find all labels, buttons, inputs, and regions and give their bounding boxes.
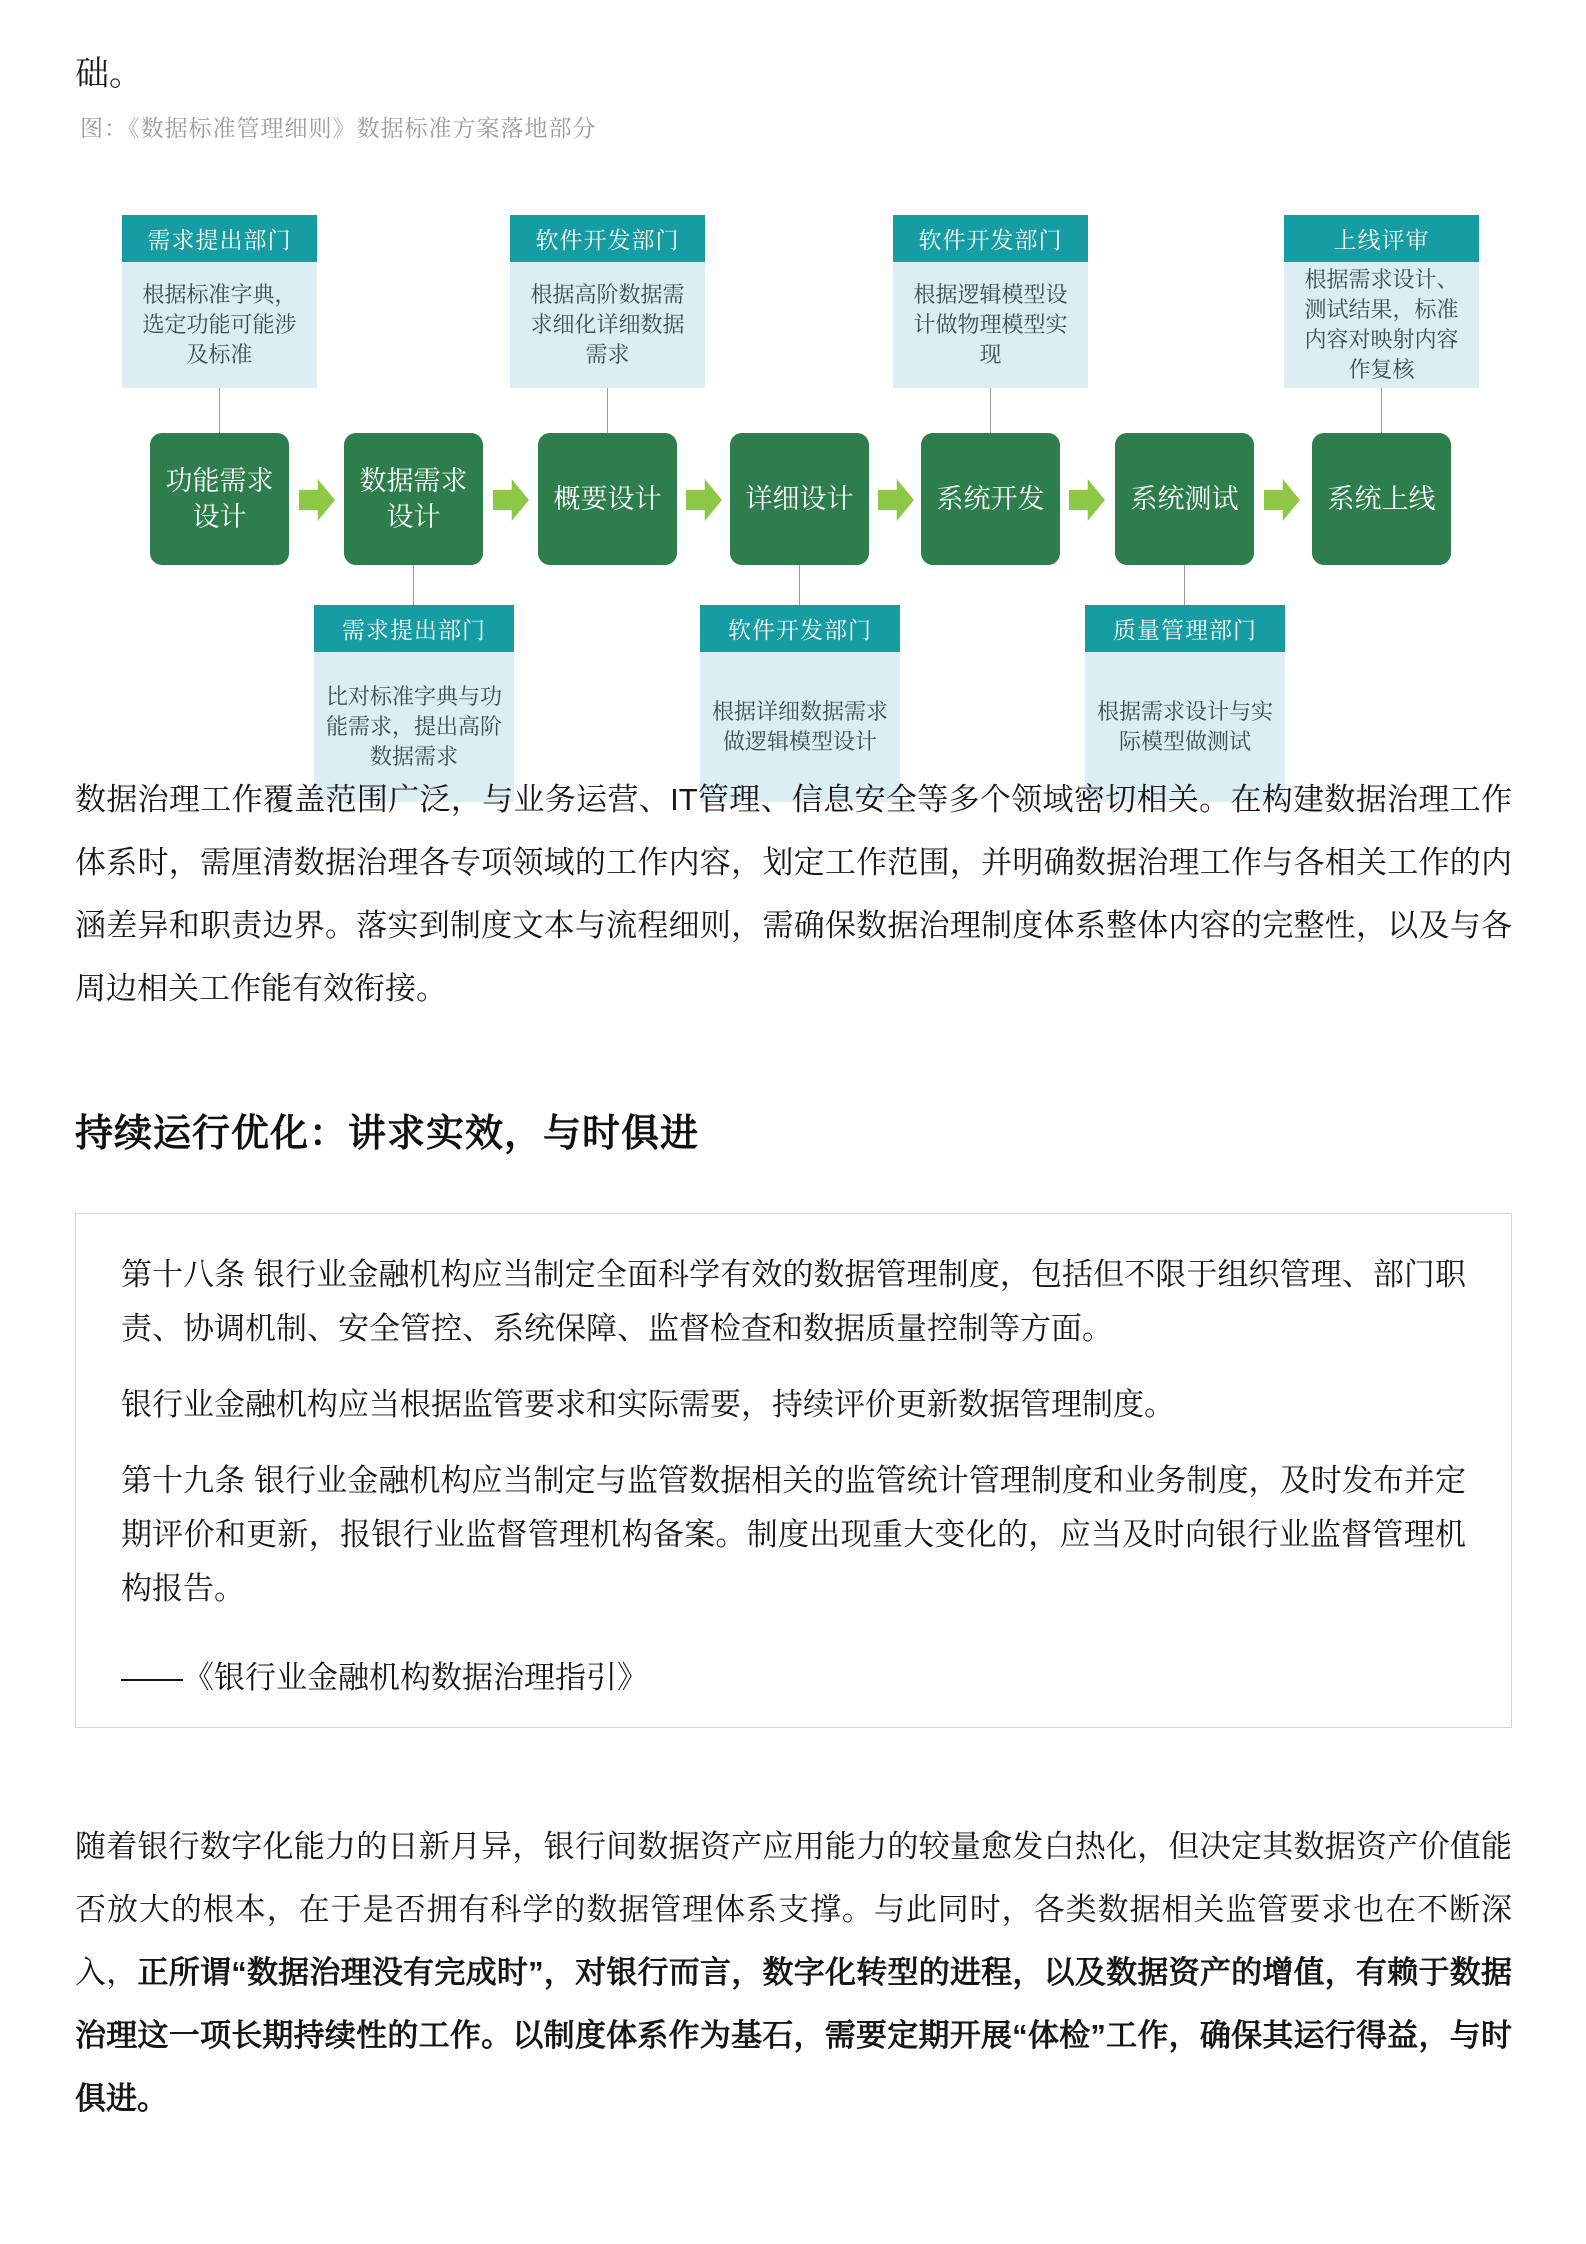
connector-line [219,388,220,433]
annotation-box [893,215,1088,388]
connector-line [799,565,800,605]
arrow-right-icon [1264,479,1300,521]
process-step: 概要设计 [538,433,677,565]
connector-line [1184,565,1185,605]
quote-paragraph: 第十八条 银行业金融机构应当制定全面科学有效的数据管理制度，包括但不限于组织管理、部门职责、协调机制、安全管控、系统保障、监督检查和数据质量控制等方面。 [121,1257,1466,1346]
process-step: 数据需求设计 [344,433,483,565]
quote-paragraph: 银行业金融机构应当根据监管要求和实际需要，持续评价更新数据管理制度。 [121,1387,1175,1422]
annotation-dept-header: 软件开发部门 [510,215,705,262]
body-paragraph: 数据治理工作覆盖范围广泛，与业务运营、IT管理、信息安全等多个领域密切相关。在构建数据治理工作体系时，需厘清数据治理各专项领域的工作内容，划定工作范围，并明确数据治理工作与各相关工作的内涵差异和职责边界。落实到制度文本与流程细则，需确保数据治理制度体系整体内容的完整性，以及与各周边相关工作能有效衔接。 [75,782,1512,1006]
paragraph-normal-text: 随着银行数字化能力的日新月异，银行间数据资产应用能力的较量愈发白热化，但决定其数据资产价值能否放大的根本，在于是否拥有科学的数据管理体系支撑。与此同时，各类数据相关监管要求也在不断深入， [75,1829,1512,1990]
figure-caption: 图：《数据标准管理细则》数据标准方案落地部分 [80,115,597,141]
annotation-dept-header: 软件开发部门 [700,605,900,652]
body-paragraph [75,1815,1512,2130]
arrow-right-icon [686,479,722,521]
annotation-dept-header: 上线评审 [1284,215,1479,262]
quote-attribution: ——《银行业金融机构数据治理指引》 [121,1660,648,1695]
arrow-right-icon [1069,479,1105,521]
connector-line [607,388,608,433]
quote-paragraph: 第十九条 银行业金融机构应当制定与监管数据相关的监管统计管理制度和业务制度，及时发布并定期评价和更新，报银行业监督管理机构备案。制度出现重大变化的，应当及时向银行业监督管理机构报告。 [121,1463,1466,1606]
annotation-desc: 根据需求设计、测试结果，标准内容对映射内容作复核 [1284,262,1479,388]
process-step: 系统上线 [1312,433,1451,565]
annotation-dept-header: 质量管理部门 [1085,605,1285,652]
process-step: 功能需求设计 [150,433,289,565]
annotation-desc: 根据需求设计与实际模型做测试 [1085,652,1285,802]
paragraph-bold-text: 正所谓“数据治理没有完成时”，对银行而言，数字化转型的进程，以及数据资产的增值，有赖于数据治理这一项长期持续性的工作。以制度体系作为基石，需要定期开展“体检”工作，确保其运行得益，与时俱进。 [75,1955,1513,2116]
annotation-desc: 根据高阶数据需求细化详细数据需求 [510,262,705,388]
annotation-desc: 根据标准字典，选定功能可能涉及标准 [122,262,317,388]
annotation-dept-header: 软件开发部门 [893,215,1088,262]
process-step: 详细设计 [730,433,869,565]
annotation-box [510,215,705,388]
annotation-desc: 比对标准字典与功能需求，提出高阶数据需求 [314,652,514,802]
regulation-quote-box [75,1213,1512,1728]
annotation-dept-header: 需求提出部门 [122,215,317,262]
annotation-box [1284,215,1479,388]
arrow-right-icon [878,479,914,521]
arrow-right-icon [299,479,335,521]
annotation-desc: 根据逻辑模型设计做物理模型实现 [893,262,1088,388]
annotation-box [122,215,317,388]
connector-line [413,565,414,605]
intro-text-fragment: 础。 [75,55,143,93]
connector-line [1381,388,1382,433]
process-step: 系统测试 [1115,433,1254,565]
process-step: 系统开发 [921,433,1060,565]
annotation-dept-header: 需求提出部门 [314,605,514,652]
section-heading: 持续运行优化：讲求实效，与时俱进 [75,1113,700,1155]
annotation-desc: 根据详细数据需求做逻辑模型设计 [700,652,900,802]
connector-line [990,388,991,433]
arrow-right-icon [493,479,529,521]
flowchart-figure [0,150,1586,810]
